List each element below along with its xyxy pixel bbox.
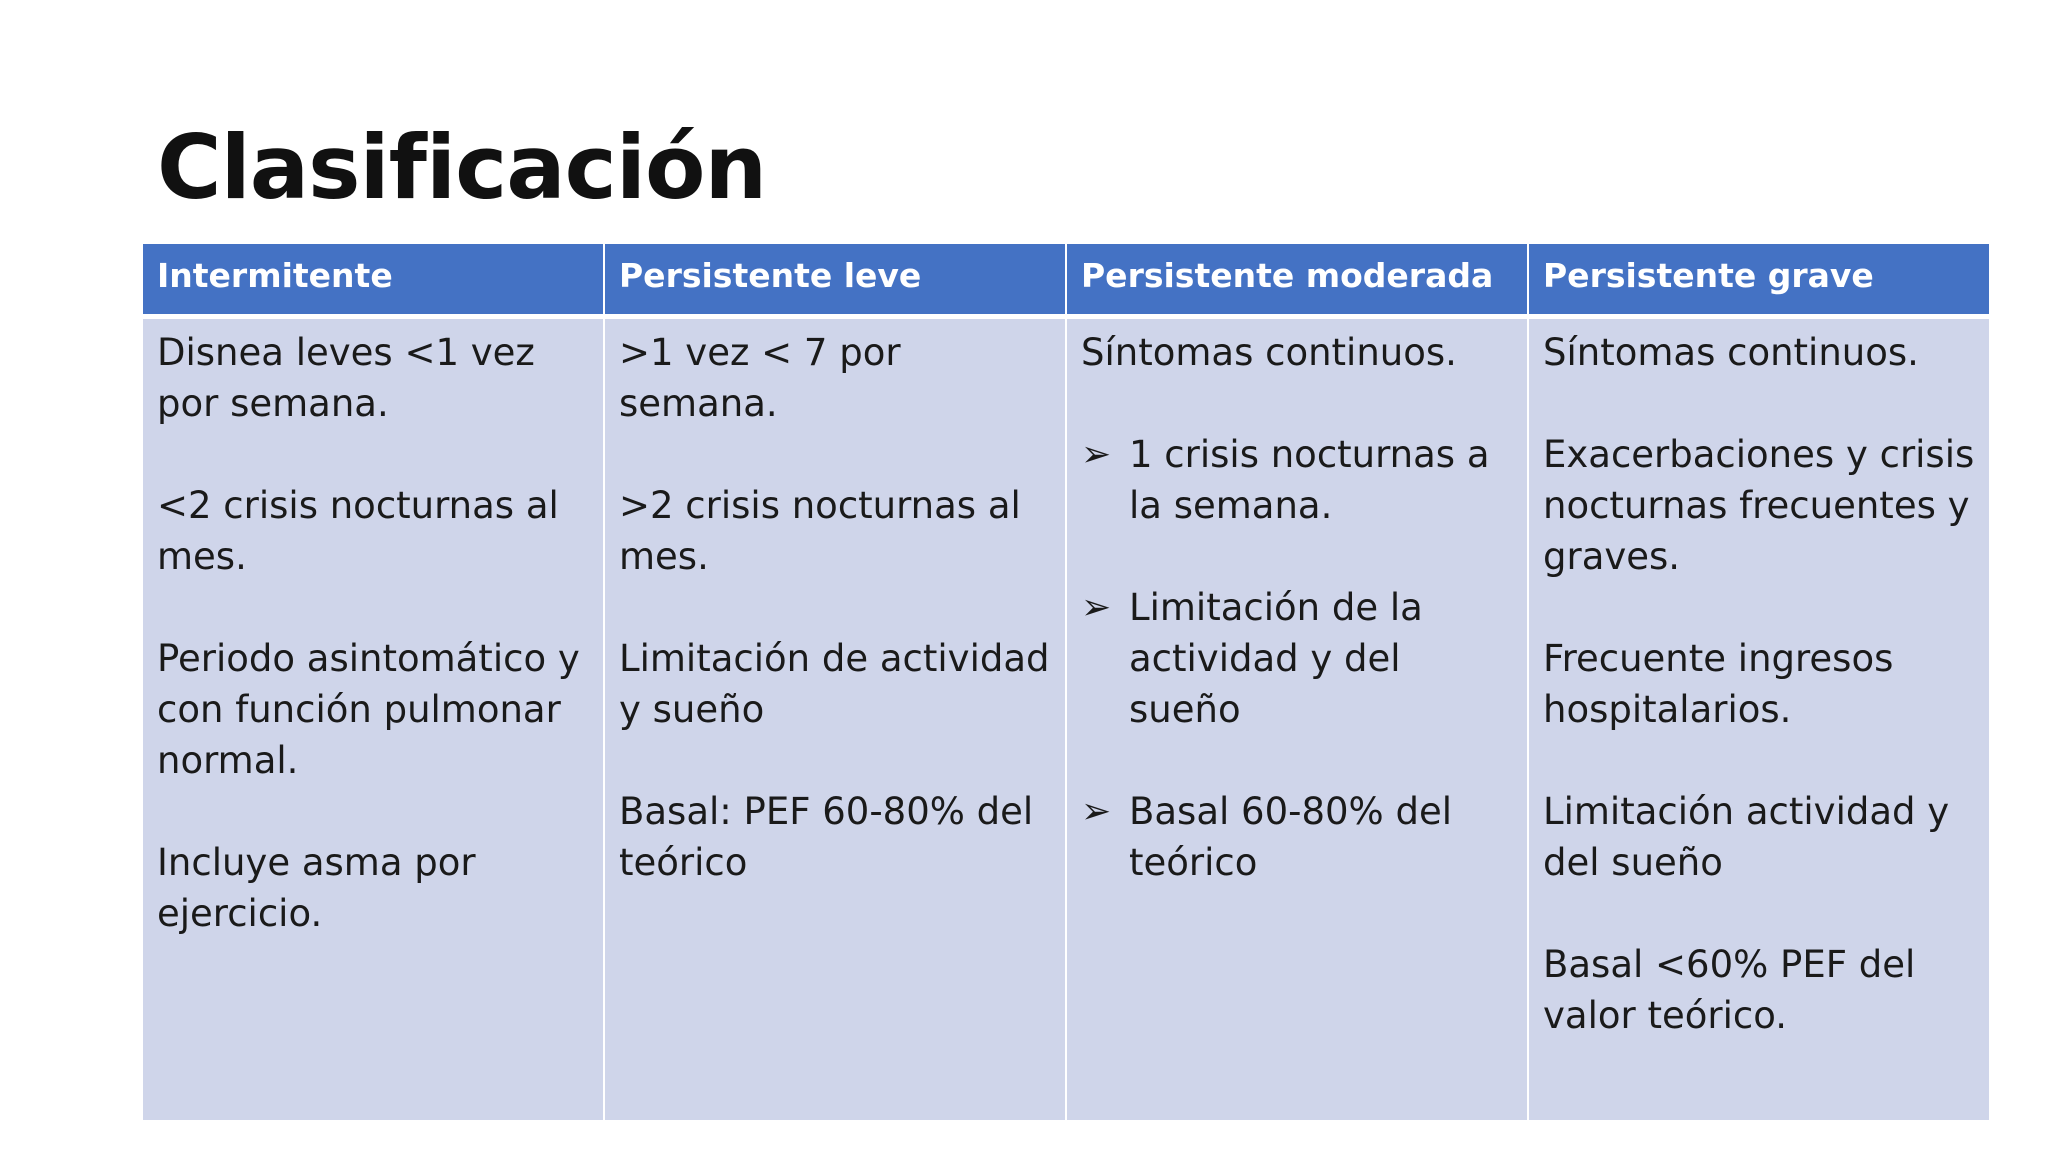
cell-paragraph: Periodo asintomático y con función pulmonar normal. [157,636,580,782]
bullet-item [1081,429,1513,531]
cell-paragraph: >2 crisis nocturnas al mes. [619,483,1021,578]
cell-paragraph: Frecuente ingresos hospitalarios. [1543,636,1894,731]
arrowhead-bullet-icon: ➢ [1081,790,1112,832]
header-persistente-leve: Persistente leve [604,244,1066,316]
cell-paragraph: Limitación actividad y del sueño [1543,789,1950,884]
cell-persistente-grave [1528,316,1990,1120]
header-persistente-grave: Persistente grave [1528,244,1990,316]
bullet-item [1081,582,1513,735]
bullet-item [1081,786,1513,888]
cell-paragraph: <2 crisis nocturnas al mes. [157,483,559,578]
cell-persistente-moderada [1066,316,1528,1120]
bullet-text: Basal 60-80% del teórico [1129,789,1453,884]
table-header-row [142,244,1990,316]
table-body-row [142,316,1990,1120]
cell-intermitente [142,316,604,1120]
arrowhead-bullet-icon: ➢ [1081,433,1112,475]
header-intermitente: Intermitente [142,244,604,316]
slide-title: Clasificación [157,116,767,219]
cell-paragraph: Incluye asma por ejercicio. [157,840,476,935]
cell-persistente-leve [604,316,1066,1120]
cell-paragraph: >1 vez < 7 por semana. [619,330,901,425]
bullet-text: 1 crisis nocturnas a la semana. [1129,432,1490,527]
cell-paragraph: Síntomas continuos. [1543,330,1919,374]
header-persistente-moderada: Persistente moderada [1066,244,1528,316]
cell-paragraph: Síntomas continuos. [1081,330,1457,374]
cell-paragraph: Limitación de actividad y sueño [619,636,1050,731]
arrowhead-bullet-icon: ➢ [1081,586,1112,628]
classification-table [141,244,1991,1120]
cell-paragraph: Basal <60% PEF del valor teórico. [1543,942,1916,1037]
cell-paragraph: Basal: PEF 60-80% del teórico [619,789,1034,884]
cell-paragraph: Exacerbaciones y crisis nocturnas frecuentes y graves. [1543,432,1975,578]
bullet-text: Limitación de la actividad y del sueño [1129,585,1423,731]
cell-paragraph: Disnea leves <1 vez por semana. [157,330,535,425]
